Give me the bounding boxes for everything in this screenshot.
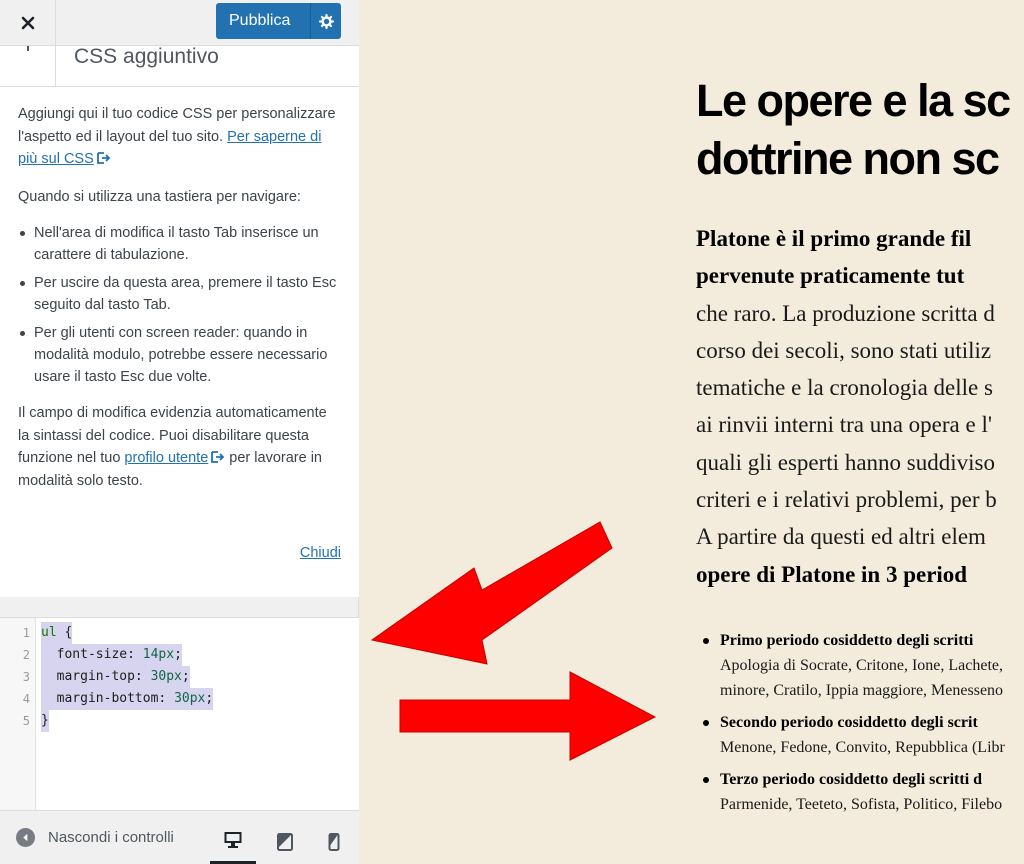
css-property: font-size:	[41, 647, 143, 662]
code-semicolon: ;	[174, 647, 182, 662]
line-number: 1	[22, 626, 30, 640]
body-line: opere di Platone in 3 period	[696, 561, 968, 587]
periods-list	[698, 628, 1024, 824]
publish-label[interactable]: Pubblica	[229, 12, 291, 29]
css-property: margin-bottom:	[41, 691, 175, 706]
code-text[interactable]	[41, 644, 182, 666]
line-number: 3	[22, 670, 30, 684]
title-line: dottrine non sc	[696, 133, 999, 184]
list-item: Nell'area di modifica il tasto Tab inserisce un carattere di tabulazione.	[18, 222, 341, 266]
intro-text: Aggiungi qui il tuo codice CSS per personalizzare l'aspetto ed il layout del tuo sito.	[18, 106, 336, 145]
intro-paragraph	[18, 103, 341, 171]
css-value: 14px	[142, 647, 175, 662]
period-works: Menone, Fedone, Convito, Repubblica (Libr	[720, 739, 1005, 756]
code-semicolon: ;	[205, 691, 214, 706]
mobile-preview-button[interactable]	[311, 819, 357, 864]
line-number: 2	[22, 648, 30, 662]
customizer-sidebar	[0, 0, 359, 864]
learn-more-css-link[interactable]: Per saperne di più sul CSS	[18, 128, 322, 167]
code-line[interactable]	[0, 710, 359, 732]
line-number: 5	[22, 714, 30, 728]
syntax-text-before: Il campo di modifica evidenzia automaticamente la sintassi del codice. Puoi disabilitare questa funzione nel tuo	[18, 405, 327, 466]
code-brace: {	[56, 625, 73, 640]
code-area[interactable]	[0, 622, 359, 732]
code-line[interactable]	[0, 666, 359, 688]
desktop-preview-button[interactable]	[210, 819, 256, 864]
post-body	[696, 220, 1024, 593]
customizer-header	[0, 0, 359, 46]
close-customizer-button[interactable]	[0, 0, 56, 46]
code-brace: }	[41, 713, 49, 728]
site-preview[interactable]	[360, 0, 1024, 864]
body-line: ai rinvii interni tra una opera e l'	[696, 412, 993, 438]
code-text[interactable]	[41, 710, 49, 732]
css-value: 30px	[174, 691, 206, 706]
body-line: Platone è il primo grande fil	[696, 226, 972, 251]
css-value: 30px	[150, 669, 182, 684]
css-property: margin-top:	[41, 669, 151, 684]
list-item: Per gli utenti con screen reader: quando in modalità modulo, potrebbe essere necessario usare il tasto Esc due volte.	[18, 322, 341, 388]
code-line[interactable]	[0, 622, 359, 644]
body-line: pervenute praticamente tut	[696, 263, 965, 289]
period-works: minore, Cratilo, Ippia maggiore, Menesseno	[720, 682, 1004, 699]
title-line: Le opere e la sc	[696, 75, 1010, 126]
tablet-icon	[275, 832, 295, 852]
code-text[interactable]	[41, 622, 72, 644]
body-line: quali gli esperti hanno suddiviso	[696, 449, 995, 475]
body-line: criteri e i relativi problemi, per b	[696, 487, 997, 513]
keyboard-heading: Quando si utilizza una tastiera per navigare:	[18, 188, 301, 205]
syntax-paragraph	[18, 402, 341, 492]
section-description	[0, 87, 359, 597]
keyboard-tips-list	[18, 222, 341, 388]
user-profile-link[interactable]: profilo utente	[124, 450, 209, 466]
css-selector: ul	[41, 625, 57, 640]
tablet-preview-button[interactable]	[262, 819, 308, 864]
publish-settings-button[interactable]	[311, 14, 341, 29]
period-works: Apologia di Socrate, Critone, Ione, Lachete,	[720, 657, 1004, 674]
hide-controls-label[interactable]: Nascondi i controlli	[48, 829, 174, 846]
close-description-link[interactable]: Chiudi	[299, 545, 341, 561]
desktop-icon	[223, 830, 243, 850]
close-icon	[20, 15, 36, 31]
external-link-icon	[97, 152, 111, 164]
css-code-editor[interactable]	[0, 617, 359, 810]
body-line: corso dei secoli, sono stati utiliz	[696, 337, 992, 363]
code-line[interactable]	[0, 688, 359, 710]
list-item	[698, 710, 1024, 760]
hide-controls-button[interactable]	[16, 828, 174, 847]
gear-icon	[319, 14, 334, 29]
list-item	[698, 767, 1024, 817]
code-text[interactable]	[41, 688, 213, 710]
customizer-footer	[0, 810, 359, 864]
period-heading: Secondo periodo cosiddetto degli scrit	[720, 714, 978, 731]
line-number: 4	[22, 692, 30, 706]
body-line: tematiche e la cronologia delle s	[696, 375, 993, 401]
period-heading: Primo periodo cosiddetto degli scritti	[720, 632, 974, 649]
period-heading: Terzo periodo cosiddetto degli scritti d	[720, 771, 983, 788]
period-works: Parmenide, Teeteto, Sofista, Politico, Filebo	[720, 796, 1003, 813]
collapse-arrow-icon	[16, 828, 35, 847]
publish-button[interactable]	[216, 3, 341, 39]
post-title	[696, 72, 1024, 188]
back-button[interactable]	[0, 46, 56, 87]
chevron-left-icon	[27, 46, 29, 51]
code-text[interactable]	[41, 666, 190, 688]
external-link-icon	[211, 451, 225, 463]
body-line: che raro. La produzione scritta d	[696, 300, 995, 326]
section-header	[0, 46, 359, 87]
syntax-text-after: per lavorare in modalità solo testo.	[18, 450, 322, 489]
list-item	[698, 628, 1024, 703]
code-semicolon: ;	[181, 669, 190, 684]
section-title: CSS aggiuntivo	[74, 45, 219, 68]
list-item: Per uscire da questa area, premere il tasto Esc seguito dal tasto Tab.	[18, 272, 341, 316]
body-line: A partire da questi ed altri elem	[696, 524, 986, 550]
code-line[interactable]	[0, 644, 359, 666]
mobile-icon	[324, 832, 344, 852]
